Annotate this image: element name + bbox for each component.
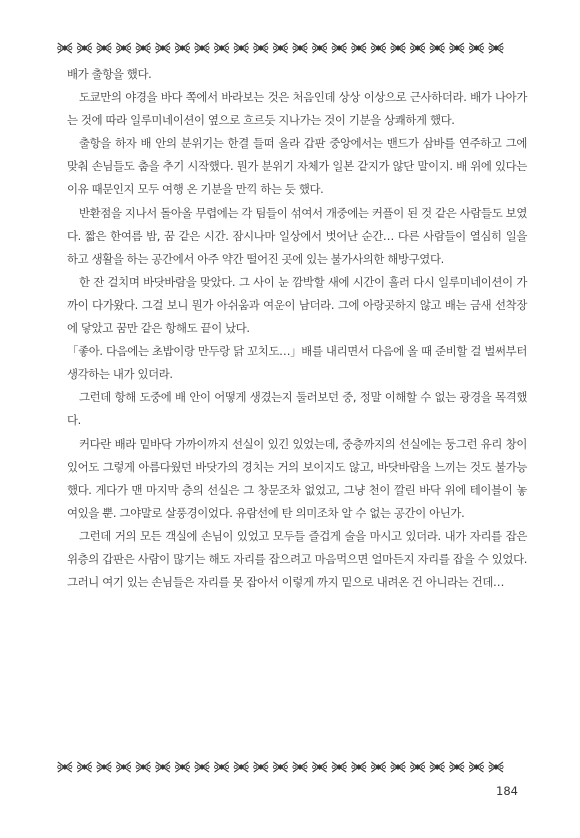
ornament-motif: [195, 43, 209, 53]
ornament-motif: [391, 43, 405, 53]
ornament-motif: [175, 762, 189, 772]
ornament-motif: [469, 762, 483, 772]
ornament-motif: [58, 43, 72, 53]
ornament-motif: [411, 762, 425, 772]
ornament-motif: [391, 762, 405, 772]
bottom-ornamental-border: [55, 760, 525, 774]
ornament-motif: [195, 762, 209, 772]
body-text: [67, 63, 527, 594]
ornament-motif: [293, 43, 307, 53]
ornament-motif: [234, 762, 248, 772]
ornament-motif: [117, 43, 131, 53]
ornament-motif: [215, 762, 229, 772]
paragraph: 「좋아. 다음에는 초밥이랑 만두랑 닭 꼬치도…」배를 내리면서 다음에 올 때 준비할 걸 벌써부터 생각하는 내가 있더라.: [67, 344, 527, 382]
ornament-motif: [371, 43, 385, 53]
ornament-motif: [117, 762, 131, 772]
ornament-motif: [156, 43, 170, 53]
ornament-top: [55, 41, 525, 55]
ornament-motif: [430, 762, 444, 772]
ornament-motif: [489, 762, 503, 772]
ornament-motif: [411, 43, 425, 53]
ornament-motif: [136, 762, 150, 772]
ornament-motif: [313, 762, 327, 772]
ornament-motif: [450, 43, 464, 53]
page-number: 184: [496, 784, 518, 798]
ornament-motif: [254, 43, 268, 53]
ornament-motif: [469, 43, 483, 53]
ornament-motif: [234, 43, 248, 53]
ornament-motif: [273, 43, 287, 53]
ornament-motif: [58, 762, 72, 772]
ornament-motif: [136, 43, 150, 53]
ornament-motif: [97, 43, 111, 53]
paragraph: 그런데 거의 모든 객실에 손님이 있었고 모두들 즐겁게 술을 마시고 있더라. 내가 자리를 잡은 위층의 갑판은 사람이 많기는 해도 자리를 잡으려고 마음먹으면 얼마든지 자리를 잡을 수 있었다. 그러니 여기 있는 손님들은 자리를 못 잡아서 이렇게 까지 밑으로 내려온 건 아니라는 건데…: [67, 528, 527, 590]
ornament-motif: [293, 762, 307, 772]
ornament-motif: [77, 43, 91, 53]
ornament-motif: [97, 762, 111, 772]
ornament-motif: [430, 43, 444, 53]
ornament-motif: [273, 762, 287, 772]
ornament-motif: [489, 43, 503, 53]
paragraph: 한 잔 걸치며 바닷바람을 맞았다. 그 사이 눈 깜박할 새에 시간이 흘러 다시 일루미네이션이 가까이 다가왔다. 그걸 보니 뭔가 아쉬움과 여운이 남더라. 그에 아랑곳하지 않고 배는 금새 선착장에 닿았고 꿈만 같은 항해도 끝이 났다.: [67, 274, 527, 336]
ornament-motif: [254, 762, 268, 772]
ornament-motif: [332, 762, 346, 772]
top-ornamental-border: [55, 41, 525, 55]
ornament-motif: [450, 762, 464, 772]
ornament-bottom: [55, 760, 525, 774]
paragraph: 도쿄만의 야경을 바다 쪽에서 바라보는 것은 처음인데 상상 이상으로 근사하더라. 배가 나아가는 것에 따라 일루미네이션이 옆으로 흐르듯 지나가는 것이 기분을 상쾌하게 했다.: [67, 90, 527, 128]
ornament-motif: [371, 762, 385, 772]
paragraph: 커다란 배라 밑바닥 가까이까지 선실이 있긴 있었는데, 중층까지의 선실에는 둥그런 유리 창이 있어도 그렇게 아름다웠던 바닷가의 경치는 거의 보이지도 않고, 바닷바람을 느끼는 것도 불가능 했다. 게다가 맨 마지막 층의 선실은 그 창문조차 없었고, 그냥 천이 깔린 바닥 위에 테이블이 놓여있을 뿐. 그야말로 살풍경이었다. 유람선에 탄 의미조차 알 수 없는 공간이 아닌가.: [67, 436, 527, 520]
paragraph: 그런데 항해 도중에 배 안이 어떻게 생겼는지 둘러보던 중, 정말 이해할 수 없는 광경을 목격했다.: [67, 390, 527, 428]
ornament-motif: [77, 762, 91, 772]
paragraph: 출항을 하자 배 안의 분위기는 한결 들떠 올라 갑판 중앙에서는 밴드가 삼바를 연주하고 그에 맞춰 손님들도 춤을 추기 시작했다. 뭔가 분위기 자체가 일본 같지가 않단 말이지. 배 위에 있다는 이유 때문인지 모두 여행 온 기분을 만끽 하는 듯 했다.: [67, 136, 527, 197]
ornament-motif: [352, 762, 366, 772]
ornament-motif: [156, 762, 170, 772]
paragraph: 배가 출항을 했다.: [67, 67, 152, 81]
ornament-motif: [175, 43, 189, 53]
ornament-motif: [215, 43, 229, 53]
ornament-motif: [313, 43, 327, 53]
paragraph: 반환점을 지나서 돌아올 무렵에는 각 팀들이 섞여서 개중에는 커플이 된 것 같은 사람들도 보였다. 짧은 한여름 밤, 꿈 같은 시간. 잠시나마 일상에서 벗어난 순간… 다른 사람들이 열심히 일을 하고 생활을 하는 공간에서 아주 약간 떨어진 곳에 있는 불가사의한 해방구였다.: [67, 205, 527, 266]
ornament-motif: [332, 43, 346, 53]
ornament-motif: [352, 43, 366, 53]
